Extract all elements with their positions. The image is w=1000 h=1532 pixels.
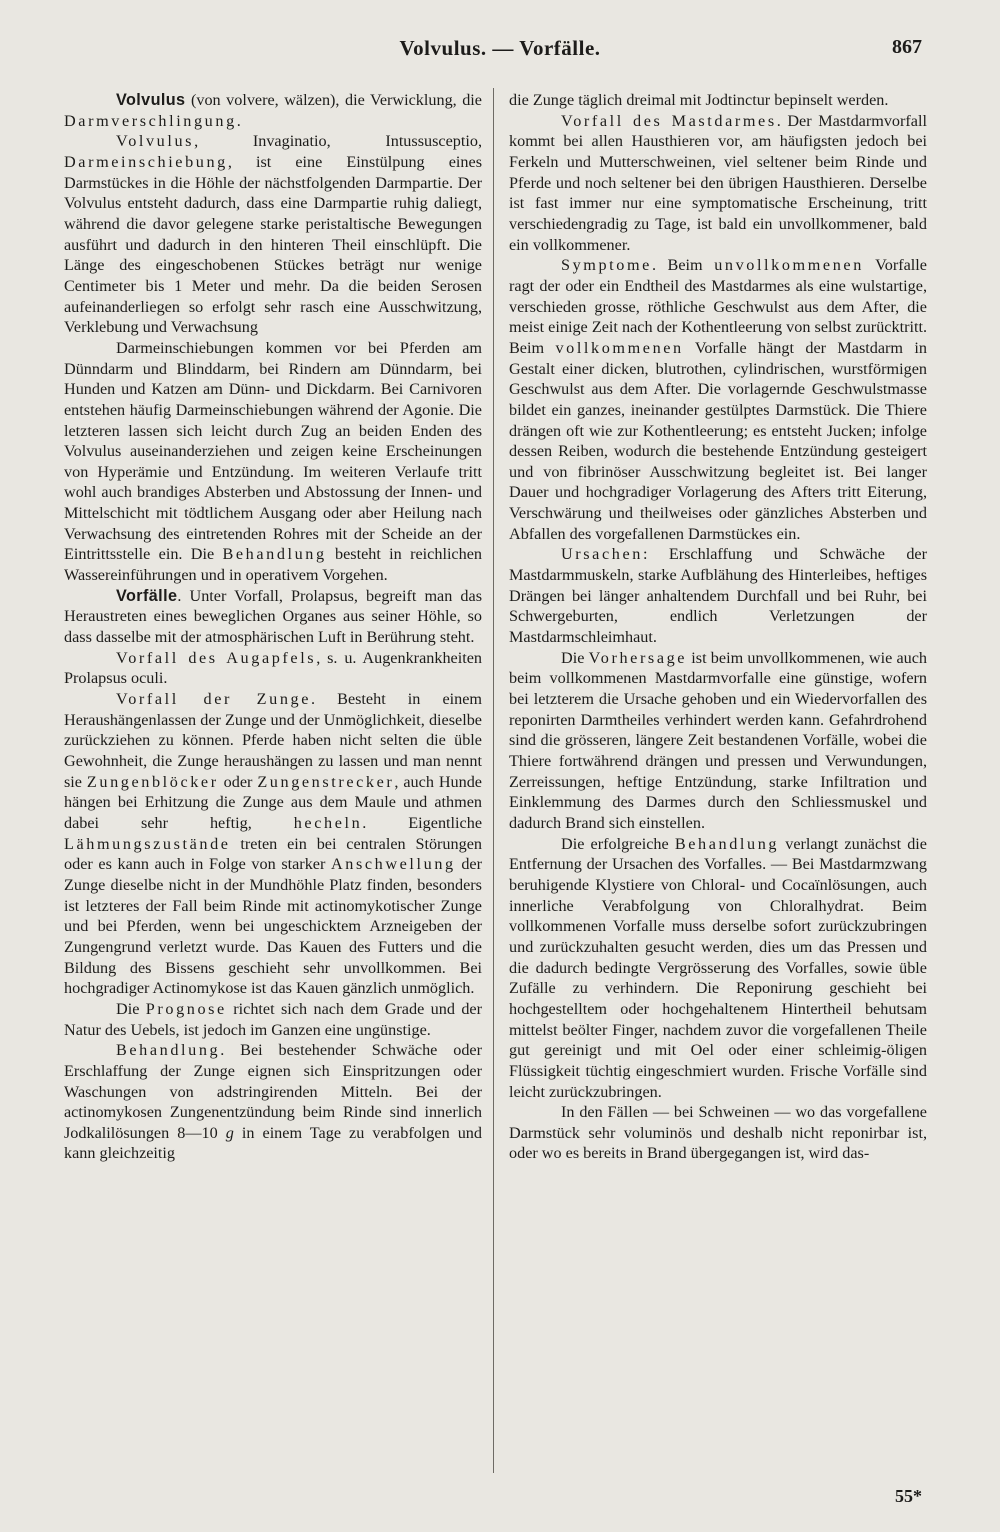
entry-vorfaelle: Vorfälle. Unter Vorfall, Prolapsus, begreift man das Heraustreten eines beweglichen Organes aus seiner Höhle, so dass dasselbe mit der atmosphärischen Luft in Berührung steht. (64, 586, 482, 647)
right-column (509, 90, 927, 1164)
paragraph: Vorfall der Zunge. Besteht in einem Heraushängenlassen der Zunge und der Unmöglichkeit, dieselbe zurückziehen zu können. Pferde haben nicht selten die üble Gewohnheit, die Zunge heraushängen zu lassen und man nennt sie Zungenblöcker oder Zungenstrecker, auch Hunde hängen bei Erhitzung die Zunge aus dem Maule und athmen dabei sehr heftig, hecheln. Eigentliche Lähmungszustände treten ein bei centralen Störungen oder es kann auch in Folge von starker Anschwellung der Zunge dieselbe nicht in der Mundhöhle Platz finden, besonders ist letzteres der Fall beim Rinde mit actinomykotischer Zunge und bei Pferden, wenn bei ungeschicktem Arzneigeben der Zungengrund verletzt wurde. Das Kauen des Futters und die Bildung des Bissens geschieht sehr unvollkommen. Bei hochgradiger Actinomykose ist das Kauen gänzlich unmöglich. (64, 690, 483, 998)
left-column (64, 90, 482, 1164)
paragraph: Vorfall des Augapfels, s. u. Augenkrankheiten Prolapsus oculi. (64, 648, 482, 688)
paragraph: Symptome. Beim unvollkommenen Vorfalle ragt der oder ein Endtheil des Mastdarmes als eine wulstartige, verschieden grosse, röthliche Geschwulst aus dem After, die meist einige Zeit nach der Kothentleerung von selbst zurücktritt. Beim vollkommenen Vorfalle hängt der Mastdarm in Gestalt einer dicken, blutrothen, cylindrischen, wurstförmigen Geschwulst aus dem After. Die vorlagernde Geschwulstmasse bildet ein ganzes, ineinander gestülptes Darmstück. Die Thiere drängen oft wie zur Kothentleerung; es entsteht Jucken; infolge dessen Reiben, wodurch die bestehende Entzündung gesteigert und von fibrinöser Ausschwitzung begleitet ist. Bei langer Dauer und hochgradiger Vorlagerung des Afters tritt Eiterung, Verschwärung und theilweises oder gänzliches Absterben und Abfallen des vorgefallenen Darmstückes ein. (509, 256, 927, 543)
paragraph: Vorfall des Mastdarmes. Der Mastdarmvorfall kommt bei allen Hausthieren vor, am häufigsten jedoch bei Ferkeln und Mutterschweinen, viel seltener beim Rinde und Pferde und noch seltener bei den übrigen Hausthieren. Derselbe ist fast immer nur eine symptomatische Erscheinung, tritt verschiedengradig zu Tage, ist bald ein unvollkommener, bald ein vollkommener. (509, 111, 927, 254)
running-title: Volvulus. — Vorfälle. (399, 36, 601, 60)
page-header (0, 36, 1000, 66)
paragraph: die Zunge täglich dreimal mit Jodtinctur bepinselt werden. (509, 91, 889, 109)
paragraph: In den Fällen — bei Schweinen — wo das vorgefallene Darmstück sehr voluminös und deshalb nicht reponirbar ist, oder wo es bereits in Brand übergegangen ist, wird das- (509, 1103, 927, 1163)
paragraph: Behandlung. Bei bestehender Schwäche oder Erschlaffung der Zunge eignen sich Einspritzungen oder Waschungen von adstringirenden Mitteln. Bei der actinomykosen Zungenentzündung beim Rinde sind innerlich Jodkalilösungen 8—10 g in einem Tage zu verabfolgen und kann gleichzeitig (64, 1041, 482, 1163)
headword-vorfaelle: Vorfälle (116, 586, 178, 605)
paragraph: Ursachen: Erschlaffung und Schwäche der Mastdarmmuskeln, starke Aufblähung des Hinterleibes, heftiges Drängen bei länger anhaltendem Durchfall und bei Ruhr, bei Schwergeburten, endlich Verletzungen der Mastdarmschleimhaut. (509, 545, 927, 647)
headword-volvulus: Volvulus (116, 91, 186, 109)
paragraph: Die Prognose richtet sich nach dem Grade und der Natur des Uebels, ist jedoch im Ganzen eine ungünstige. (64, 999, 483, 1039)
paragraph: Darmeinschiebungen kommen vor bei Pferden am Dünndarm und Blinddarm, bei Rindern am Dünndarm, bei Hunden und Katzen am Dünn- und Dickdarm. Bei Carnivoren entstehen häufig Darmeinschiebungen während der Agonie. Die letzteren lassen sich leicht durch Zug an beiden Enden des Volvulus auseinanderziehen und zeigen keine Erscheinungen von Hyperämie und Entzündung. Im weiteren Verlaufe tritt wohl auch brandiges Absterben und Abstossung der Innen- und Mittelschicht mit tödtlichem Ausgang oder aber Heilung nach Verwachsung des eintretenden Rohres mit der Scheide an der Eintrittsstelle ein. Die Behandlung besteht in reichlichen Wassereinführungen und in operativem Vorgehen. (64, 338, 482, 585)
paragraph: Volvulus, Invaginatio, Intussusceptio, Darmeinschiebung, ist eine Einstülpung eines Darmstückes in die Höhle der nächstfolgenden Darmpartie. Der Volvulus entsteht dadurch, dass eine Darmpartie ruhig daliegt, während die davor gelegene starke peristaltische Bewegungen ausführt und dadurch in den hinteren Theil einschlüpft. Die Länge des eingeschobenen Stückes beträgt nur wenige Centimeter bis 1 Meter und mehr. Da die beiden Serosen aufeinanderliegen so erfolgt sehr rasch eine Ausschwitzung, Verklebung und Verwachsung (64, 132, 482, 337)
paragraph: Die Vorhersage ist beim unvollkommenen, wie auch beim vollkommenen Mastdarmvorfalle eine günstige, wofern bei letzterem die Ursache gehoben und ein Wiedervorfallen des reponirten Darmtheiles verhindert werden kann. Gefahrdrohend sind die grösseren, längere Zeit bestandenen Vorfälle, wobei die Thiere fortwährend drängen und pressen und Verwundungen, Zerreissungen, heftige Entzündung, starke Infiltration und Einklemmung des Darmes durch den Schliessmuskel und dadurch Brand sich einstellen. (509, 648, 928, 832)
page-number: 867 (892, 36, 922, 58)
entry-volvulus: Volvulus (von volvere, wälzen), die Verwicklung, die Darmverschlingung. (64, 91, 482, 130)
paragraph: Die erfolgreiche Behandlung verlangt zunächst die Entfernung der Ursachen des Vorfalles. — Bei Mastdarmzwang beruhigende Klystiere von Chloral- und Cocaïnlösungen, auch innerliche Verabfolgung von Chloralhydrat. Beim vollkommenen Vorfalle muss derselbe sofort zurückzubringen und zurückzuhalten gesucht werden, dies um das Pressen und die dadurch bedingte Vergrösserung des Vorfalles, sowie üble Zufälle zu verhindern. Die Reponirung geschieht bei hochgestelltem oder hochgehaltenem Hintertheil behutsam mittelst beölter Finger, nachdem zuvor die vorgefallenen Theile gut gereinigt und mit Oel oder einer schleimig-öligen Flüssigkeit tüchtig eingeschmiert wurden. Frische Vorfälle sind leicht zurückzubringen. (509, 834, 927, 1101)
printer-signature: 55* (895, 1486, 922, 1506)
column-divider (493, 88, 494, 1473)
